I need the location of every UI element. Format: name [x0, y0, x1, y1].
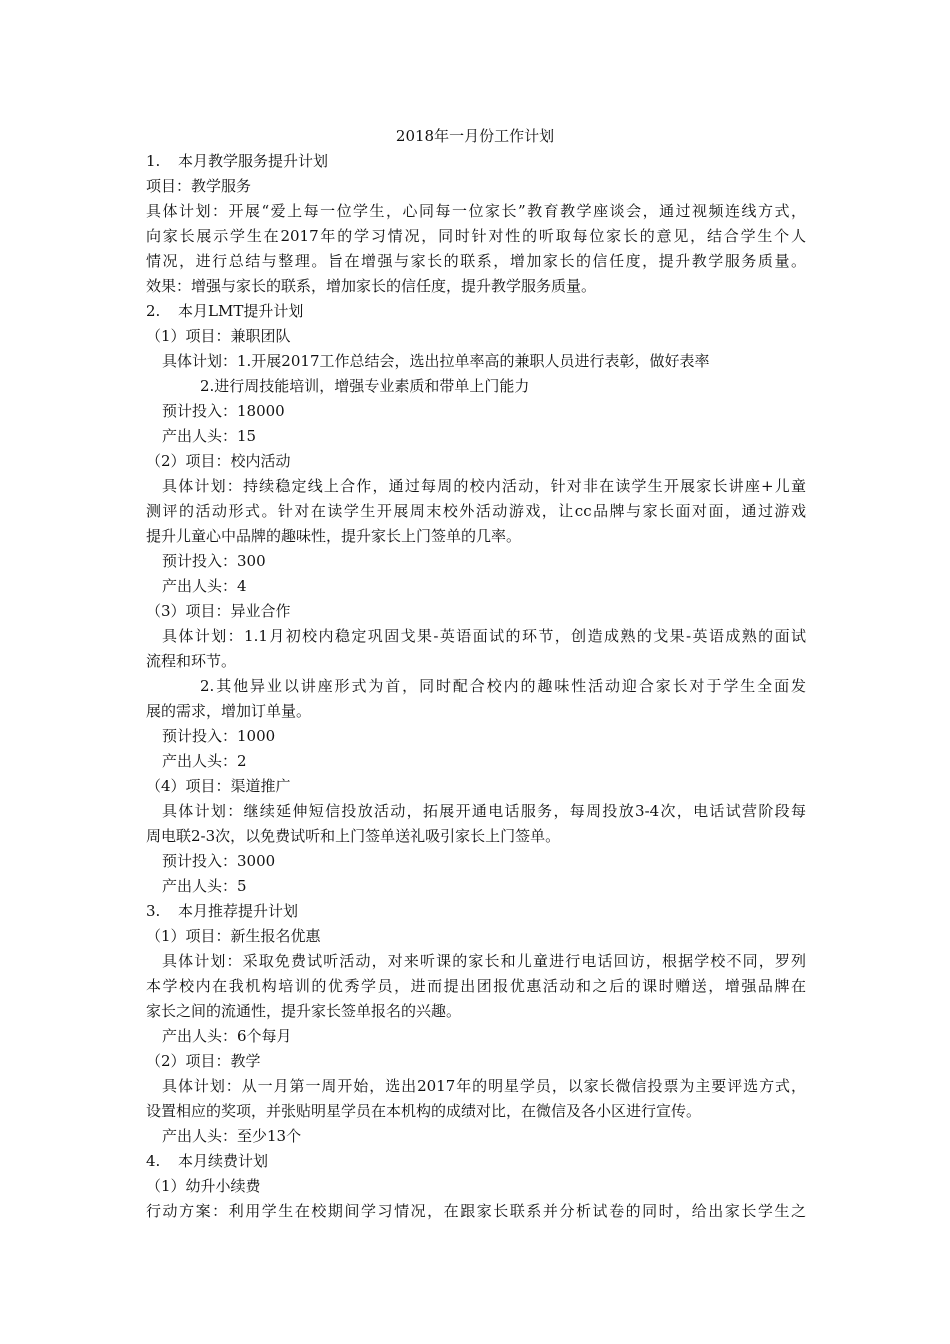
project-line: （4）项目：渠道推广: [146, 777, 291, 795]
section-2-heading: [146, 301, 303, 321]
output-line: 产出人头：15: [162, 427, 257, 445]
plan-line: 具体计划：1.1月初校内稳定巩固戈果-英语面试的环节，创造成熟的戈果-英语成熟的面试: [162, 627, 806, 645]
plan-line: 具体计划：采取免费试听活动，对来听课的家长和儿童进行电话回访，根据学校不同，罗列: [162, 952, 806, 970]
plan-line: 设置相应的奖项，并张贴明星学员在本机构的成绩对比，在微信及各小区进行宣传。: [146, 1102, 702, 1120]
section-title: 本月教学服务提升计划: [178, 152, 329, 170]
section-1-heading: [146, 151, 328, 171]
project-line: （1）项目：兼职团队: [146, 327, 291, 345]
invest-line: 预计投入：3000: [162, 852, 276, 870]
section-number: 1.: [146, 152, 161, 170]
plan-line: 具体计划：继续延伸短信投放活动，拓展开通电话服务，每周投放3-4次，电话试营阶段每: [162, 802, 806, 820]
plan-line: 具体计划：1.开展2017工作总结会，选出拉单率高的兼职人员进行表彰，做好表率: [162, 352, 710, 370]
output-line: 产出人头：2: [162, 752, 247, 770]
plan-line: 向家长展示学生在2017年的学习情况，同时针对性的听取每位家长的意见，结合学生个人: [146, 227, 806, 245]
plan-line: 家长之间的流通性，提升家长签单报名的兴趣。: [146, 1002, 462, 1020]
output-line: 产出人头：4: [162, 577, 247, 595]
plan-line: 周电联2-3次，以免费试听和上门签单送礼吸引家长上门签单。: [146, 827, 561, 845]
plan-line: 行动方案：利用学生在校期间学习情况，在跟家长联系并分析试卷的同时，给出家长学生之: [146, 1202, 806, 1220]
plan-line: 2.进行周技能培训，增强专业素质和带单上门能力: [200, 377, 530, 395]
plan-line: 提升儿童心中品牌的趣味性，提升家长上门签单的几率。: [146, 527, 522, 545]
section-title: 本月推荐提升计划: [178, 902, 299, 920]
section-3-heading: [146, 901, 298, 921]
plan-line: 展的需求，增加订单量。: [146, 702, 312, 720]
plan-line: 情况，进行总结与整理。旨在增强与家长的联系，增加家长的信任度，提升教学服务质量。: [146, 252, 806, 270]
invest-line: 预计投入：18000: [162, 402, 285, 420]
plan-line: 测评的活动形式。针对在读学生开展周末校外活动游戏，让cc品牌与家长面对面，通过游戏: [146, 502, 806, 520]
output-line: 产出人头：5: [162, 877, 247, 895]
plan-line: 流程和环节。: [146, 652, 237, 670]
project-line: 项目：教学服务: [146, 177, 252, 195]
section-4-heading: [146, 1151, 268, 1171]
output-line: 产出人头：6个每月: [162, 1027, 292, 1045]
section-number: 3.: [146, 902, 161, 920]
plan-line: 具体计划：持续稳定线上合作，通过每周的校内活动，针对非在读学生开展家长讲座+儿童: [162, 477, 806, 495]
document-title: 2018年一月份工作计划: [395, 127, 555, 145]
plan-line: 具体计划：开展“爱上每一位学生，心同每一位家长”教育教学座谈会，通过视频连线方式，: [146, 202, 806, 220]
project-line: （2）项目：教学: [146, 1052, 261, 1070]
section-number: 4.: [146, 1152, 161, 1170]
invest-line: 预计投入：300: [162, 552, 266, 570]
plan-line: 本学校内在我机构培训的优秀学员，进而提出团报优惠活动和之后的课时赠送，增强品牌在: [146, 977, 806, 995]
invest-line: 预计投入：1000: [162, 727, 276, 745]
output-line: 产出人头：至少13个: [162, 1127, 302, 1145]
section-title: 本月续费计划: [178, 1152, 269, 1170]
project-line: （2）项目：校内活动: [146, 452, 291, 470]
effect-line: 效果：增强与家长的联系，增加家长的信任度，提升教学服务质量。: [146, 277, 597, 295]
plan-line: 2.其他异业以讲座形式为首，同时配合校内的趣味性活动迎合家长对于学生全面发: [200, 677, 806, 695]
project-line: （1）幼升小续费: [146, 1177, 261, 1195]
section-title: 本月LMT提升计划: [178, 302, 304, 320]
project-line: （1）项目：新生报名优惠: [146, 927, 321, 945]
project-line: （3）项目：异业合作: [146, 602, 291, 620]
section-number: 2.: [146, 302, 161, 320]
plan-line: 具体计划：从一月第一周开始，选出2017年的明星学员，以家长微信投票为主要评选方式，: [162, 1077, 806, 1095]
